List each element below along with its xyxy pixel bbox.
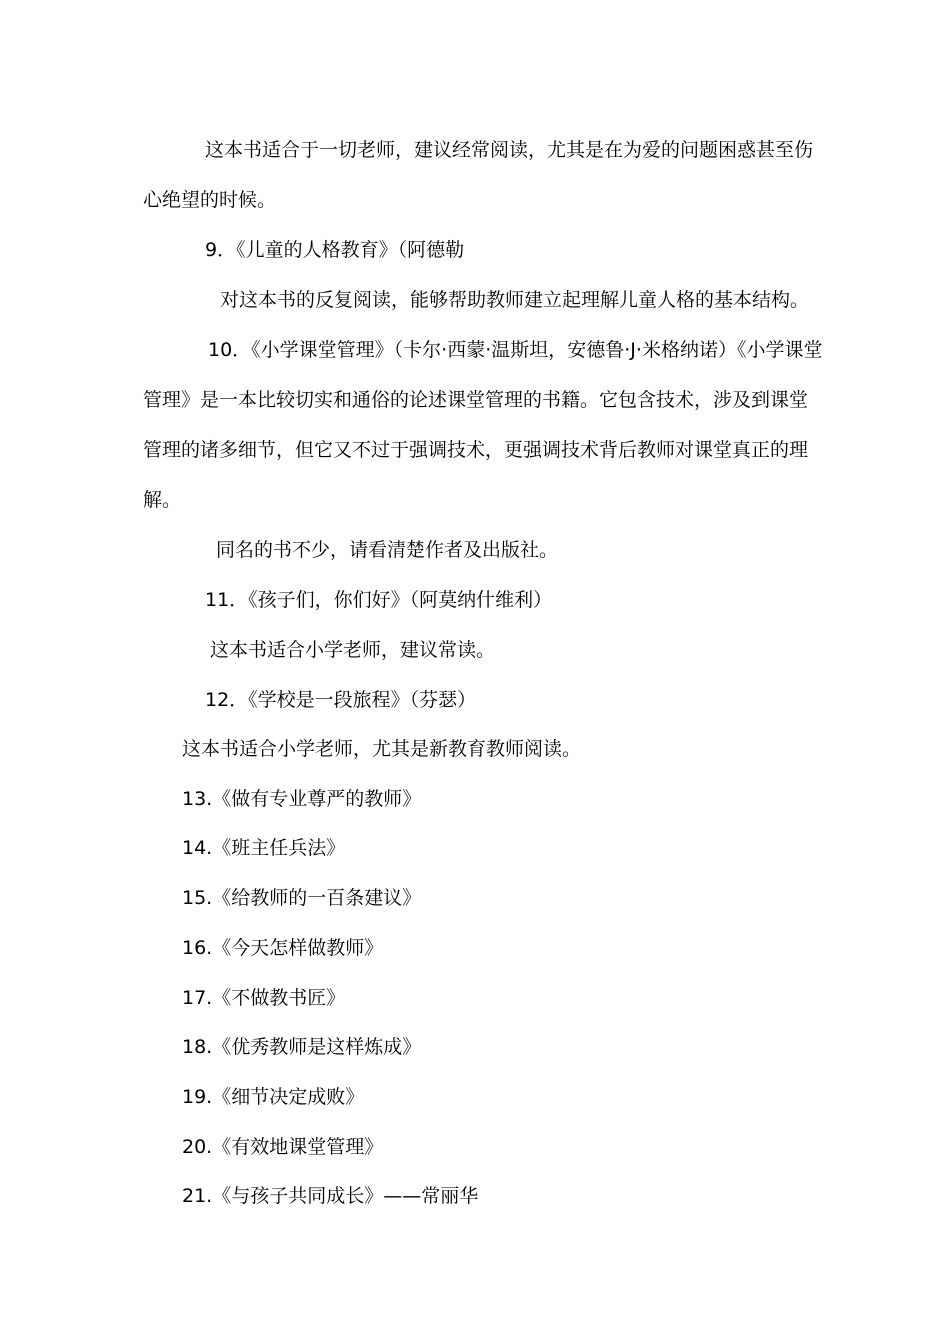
book-list-item: 10．《小学课堂管理》（卡尔·西蒙·温斯坦，安德鲁·J·米格纳诺）《小学课堂	[208, 339, 823, 361]
book-list-item: 17.《不做教书匠》	[182, 987, 346, 1009]
paragraph-line: 管理》是一本比较切实和通俗的论述课堂管理的书籍。它包含技术，涉及到课堂	[143, 389, 809, 411]
paragraph-line: 解。	[143, 489, 182, 511]
book-list-item: 11．《孩子们，你们好》（阿莫纳什维利）	[205, 589, 553, 611]
paragraph-line: 心绝望的时候。	[143, 189, 277, 211]
paragraph-line: 这本书适合于一切老师，建议经常阅读，尤其是在为爱的问题困惑甚至伤	[205, 139, 814, 161]
book-list-item: 18.《优秀教师是这样炼成》	[182, 1036, 422, 1058]
book-list-item: 15.《给教师的一百条建议》	[182, 887, 422, 909]
book-list-item: 9．《儿童的人格教育》（阿德勒	[205, 239, 465, 261]
book-list-item: 20.《有效地课堂管理》	[182, 1136, 384, 1158]
paragraph-line: 这本书适合小学老师，建议常读。	[210, 639, 496, 661]
book-list-item: 19.《细节决定成败》	[182, 1086, 365, 1108]
book-list-item: 12．《学校是一段旅程》（芬瑟）	[205, 689, 477, 711]
book-list-item: 14.《班主任兵法》	[182, 837, 346, 859]
paragraph-line: 对这本书的反复阅读，能够帮助教师建立起理解儿童人格的基本结构。	[220, 289, 810, 311]
paragraph-line: 这本书适合小学老师，尤其是新教育教师阅读。	[182, 738, 582, 760]
paragraph-line: 同名的书不少，请看清楚作者及出版社。	[216, 539, 559, 561]
book-list-item: 16.《今天怎样做教师》	[182, 937, 384, 959]
paragraph-line: 管理的诸多细节，但它又不过于强调技术，更强调技术背后教师对课堂真正的理	[143, 439, 809, 461]
book-list-item: 13.《做有专业尊严的教师》	[182, 788, 422, 810]
book-list-item: 21.《与孩子共同成长》——常丽华	[182, 1185, 479, 1207]
